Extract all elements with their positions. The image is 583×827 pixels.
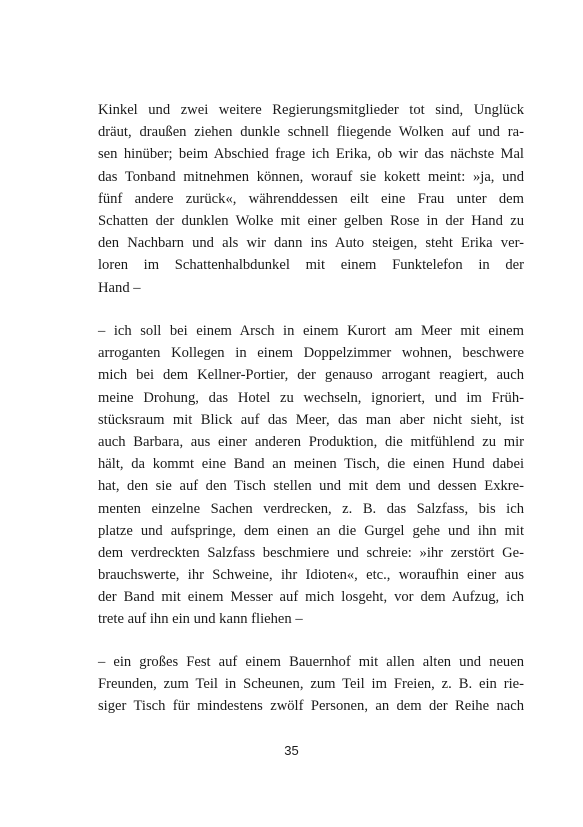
text-line: loren im Schattenhalbdunkel mit einem Funktelefon in der: [98, 257, 524, 274]
text-line: platze und aufspringe, dem einen an die Gurgel gehe und ihn mit: [98, 522, 524, 539]
page-number: 35: [284, 743, 299, 758]
text-line: hält, da kommt eine Band an meinen Tisch, die einen Hund dabei: [98, 456, 524, 473]
paragraph-1: [98, 99, 524, 299]
text-line: fünf andere zurück«, währenddessen eilt eine Frau unter dem: [98, 190, 524, 207]
text-line: brauchswerte, ihr Schweine, ihr Idioten«, etc., woraufhin einer aus: [98, 567, 524, 584]
text-line: Schatten der dunklen Wolke mit einer gelben Rose in der Hand zu: [98, 212, 524, 229]
text-line: dem verdreckten Salzfass beschmiere und schreie: »ihr zerstört Ge-: [98, 544, 524, 561]
text-line: sen hinüber; beim Abschied frage ich Erika, ob wir das nächste Mal: [98, 146, 524, 163]
text-line: siger Tisch für mindestens zwölf Personen, an dem der Reihe nach: [98, 698, 524, 715]
text-line: stücksraum mit Blick auf das Meer, das man aber nicht sieht, ist: [98, 411, 524, 428]
text-line: das Tonband mitnehmen können, worauf sie kokett meint: »ja, und: [98, 168, 524, 185]
text-line: den Nachbarn und als wir dann ins Auto steigen, steht Erika ver-: [98, 235, 524, 252]
text-line: trete auf ihn ein und kann fliehen –: [98, 611, 303, 628]
paragraph-3: [98, 651, 524, 718]
text-line: Freunden, zum Teil in Scheunen, zum Teil im Freien, z. B. ein rie-: [98, 676, 524, 693]
text-line: Kinkel und zwei weitere Regierungsmitglieder tot sind, Unglück: [98, 102, 524, 118]
text-line: – ein großes Fest auf einem Bauernhof mit allen alten und neuen: [98, 654, 524, 670]
text-line: meine Drohung, das Hotel zu wechseln, ignoriert, und im Früh-: [98, 389, 524, 406]
text-line: arroganten Kollegen in einem Doppelzimmer wohnen, beschwere: [98, 345, 524, 362]
text-line: dräut, draußen ziehen dunkle schnell fliegende Wolken auf und ra-: [98, 124, 524, 141]
text-line: mich bei dem Kellner-Portier, der genauso arrogant reagiert, auch: [98, 367, 524, 384]
text-line: menten einzelne Sachen verdrecken, z. B. das Salzfass, bis ich: [98, 500, 524, 517]
text-line: Hand –: [98, 279, 141, 296]
text-line: hat, den sie auf den Tisch stellen und mit dem und dessen Exkre-: [98, 478, 524, 495]
text-line: – ich soll bei einem Arsch in einem Kurort am Meer mit einem: [98, 323, 524, 339]
paragraph-2: [98, 320, 524, 631]
text-line: der Band mit einem Messer auf mich losgeht, vor dem Aufzug, ich: [98, 589, 524, 606]
text-line: auch Barbara, aus einer anderen Produktion, die mitfühlend zu mir: [98, 433, 524, 450]
